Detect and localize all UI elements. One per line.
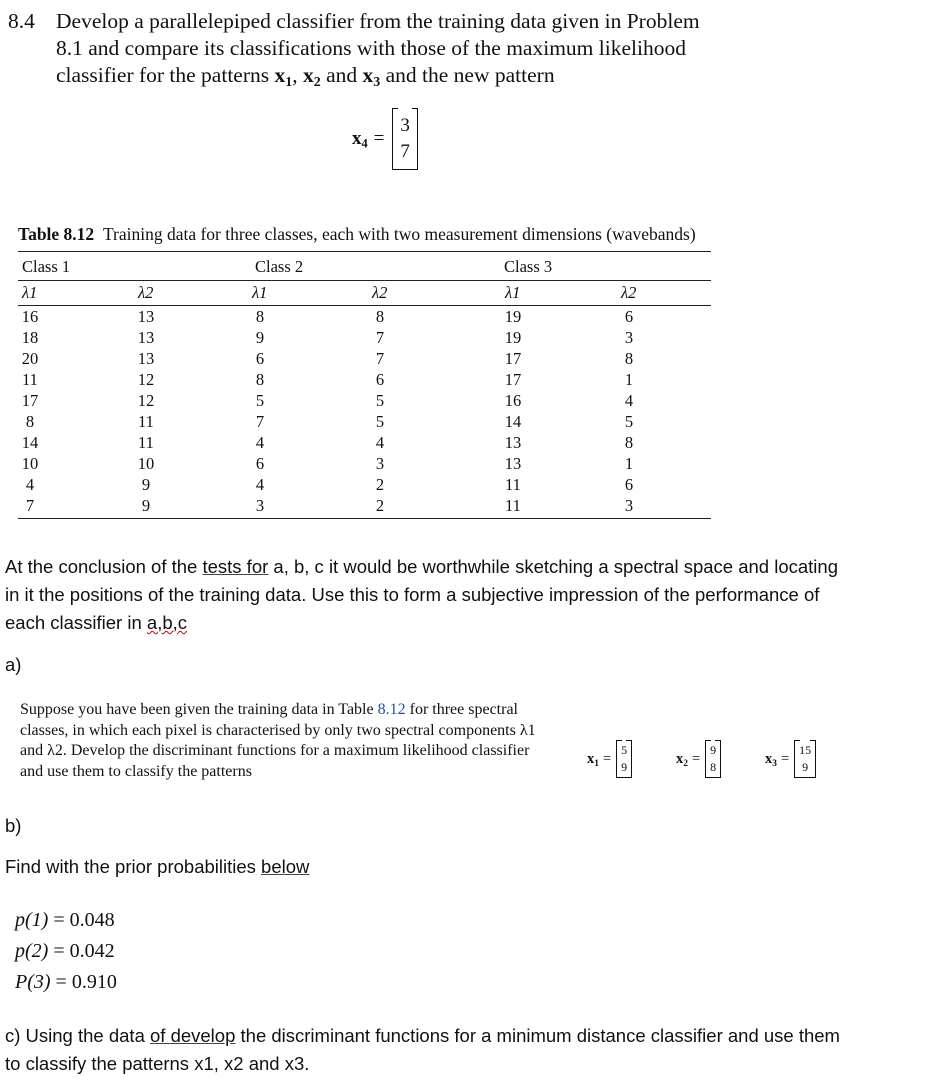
table-cell: 19 [504,328,522,347]
problem-number: 8.4 [8,9,35,33]
col-header-1: λ1 [22,283,38,302]
intro-paragraph [5,553,925,637]
table-cell: 13 [137,349,155,368]
table-cell: 17 [504,370,522,389]
table-cell: 3 [624,328,634,347]
table-cell: 19 [504,307,522,326]
table-cell: 8 [255,370,265,389]
table-cell: 7 [375,349,385,368]
x2-value-1: 9 [710,743,717,757]
table-cell: 11 [505,496,521,515]
tests-for-underlined: tests for [202,556,269,577]
table-cell: 4 [255,433,265,452]
table-cell: 4 [25,475,35,494]
table-cell: 14 [21,433,39,452]
table-cell: 16 [504,391,522,410]
table-cell: 11 [138,412,154,431]
table-caption: Table 8.12 Training data for three classes, each with two measurement dimensions (wavebands) [18,224,696,244]
table-cell: 4 [624,391,634,410]
part-c-text [5,1022,925,1078]
table-cell: 9 [255,328,265,347]
intro-line-1: At the conclusion of the tests for a, b, c it would be worthwhile sketching a spectral space and locating [5,556,838,577]
table-cell: 4 [375,433,385,452]
problem-line-2: 8.1 and compare its classifications with those of the maximum likelihood [56,36,686,60]
table-cell: 8 [255,307,265,326]
col-header-3: λ1 [252,283,268,302]
prior-2: p(2) = 0.042 [15,940,115,962]
table-cell: 3 [375,454,385,473]
table-bottom-rule [18,518,711,519]
table-top-rule [18,251,711,252]
intro-line-2: in it the positions of the training data. Use this to form a subjective impression of the performance of [5,584,820,605]
prior-1: p(1) = 0.048 [15,909,115,931]
x4-vector-bracket [392,108,418,170]
table-header-rule [18,305,711,306]
table-cell: 7 [375,328,385,347]
table-cell: 5 [255,391,265,410]
table-cell: 13 [137,307,155,326]
table-cell: 5 [624,412,634,431]
table-cell: 6 [624,307,634,326]
table-cell: 13 [504,454,522,473]
pattern-x3: $x_3$ = 15 9 [765,740,816,778]
table-cell: 17 [21,391,39,410]
pattern-x1-ref: $x_1$ [274,63,293,91]
table-cell: 12 [137,370,155,389]
table-cell: 11 [505,475,521,494]
class-2-header: Class 2 [255,257,304,276]
class-1-header: Class 1 [22,257,71,276]
x4-value-2: 7 [400,141,410,162]
table-cell: 3 [624,496,634,515]
table-cell: 9 [141,496,151,515]
table-cell: 12 [137,391,155,410]
table-cell: 14 [504,412,522,431]
x4-value-1: 3 [400,115,410,136]
part-c-line-2: to classify the patterns x1, x2 and x3. [5,1053,310,1074]
table-cell: 16 [21,307,39,326]
table-cell: 20 [21,349,39,368]
pattern-x2: $x_2$ = 9 8 [676,740,721,778]
table-cell: 6 [624,475,634,494]
table-cell: 6 [375,370,385,389]
part-b-label: b) [5,815,22,836]
col-header-4: λ2 [372,283,388,302]
table-cell: 7 [25,496,35,515]
table-cell: 2 [375,475,385,494]
of-develop-underlined: of develop [150,1025,236,1046]
table-cell: 6 [255,349,265,368]
pattern-x3-ref: $x_3$ [362,63,381,91]
table-cell: 8 [624,349,634,368]
table-cell: 8 [624,433,634,452]
below-underlined: below [261,856,310,877]
prior-probabilities [15,905,117,998]
table-cell: 3 [255,496,265,515]
part-a-text: Suppose you have been given the training data in Table 8.12 for three spectral classes, in which each pixel is characterised by only two spectral components λ1 and λ2. Develop the discriminant functions for a maximum likelihood classifier and use them to classify the patterns [20,701,536,780]
table-cell: 6 [255,454,265,473]
problem-line-3: classifier for the patterns $x_1$, $x_2$ and $x_3$ and the new pattern [56,63,555,91]
table-cell: 17 [504,349,522,368]
x1-value-1: 5 [621,743,628,757]
table-cell: 11 [22,370,38,389]
table-cell: 7 [255,412,265,431]
abc-spellcheck: a,b,c [146,612,188,633]
table-cell: 13 [504,433,522,452]
table-cell: 5 [375,391,385,410]
col-header-5: λ1 [505,283,521,302]
table-cell: 13 [137,328,155,347]
col-header-6: λ2 [621,283,637,302]
part-c-line-1: c) Using the data of develop the discriminant functions for a minimum distance classifier and use them [5,1025,840,1046]
table-cell: 1 [624,454,634,473]
table-cell: 8 [25,412,35,431]
table-cell: 5 [375,412,385,431]
table-cell: 11 [138,433,154,452]
class-3-header: Class 3 [504,257,553,276]
table-cell: 1 [624,370,634,389]
x1-value-2: 9 [621,760,628,774]
table-cell: 2 [375,496,385,515]
pattern-x2-ref: $x_2$ [302,63,321,91]
new-pattern-x4: $x_4$ = 3 7 [352,108,418,170]
pattern-x1: $x_1$ = 5 9 [587,740,632,778]
table-cell: 10 [137,454,155,473]
table-cell: 4 [255,475,265,494]
prior-3: P(3) = 0.910 [15,971,117,993]
table-cell: 18 [21,328,39,347]
table-cell: 8 [375,307,385,326]
problem-line-1: Develop a parallelepiped classifier from the training data given in Problem [56,9,700,33]
table-cell: 10 [21,454,39,473]
intro-line-3: each classifier in a,b,c [5,612,188,633]
table-reference-link[interactable]: 8.12 [377,701,406,718]
part-b-text: Find with the prior probabilities below [5,856,310,877]
x2-value-2: 8 [710,760,717,774]
col-header-2: λ2 [138,283,154,302]
x3-value-2: 9 [802,760,809,774]
x3-value-1: 15 [799,743,812,757]
part-a-label: a) [5,654,22,675]
table-class-rule [18,280,711,281]
table-cell: 9 [141,475,151,494]
